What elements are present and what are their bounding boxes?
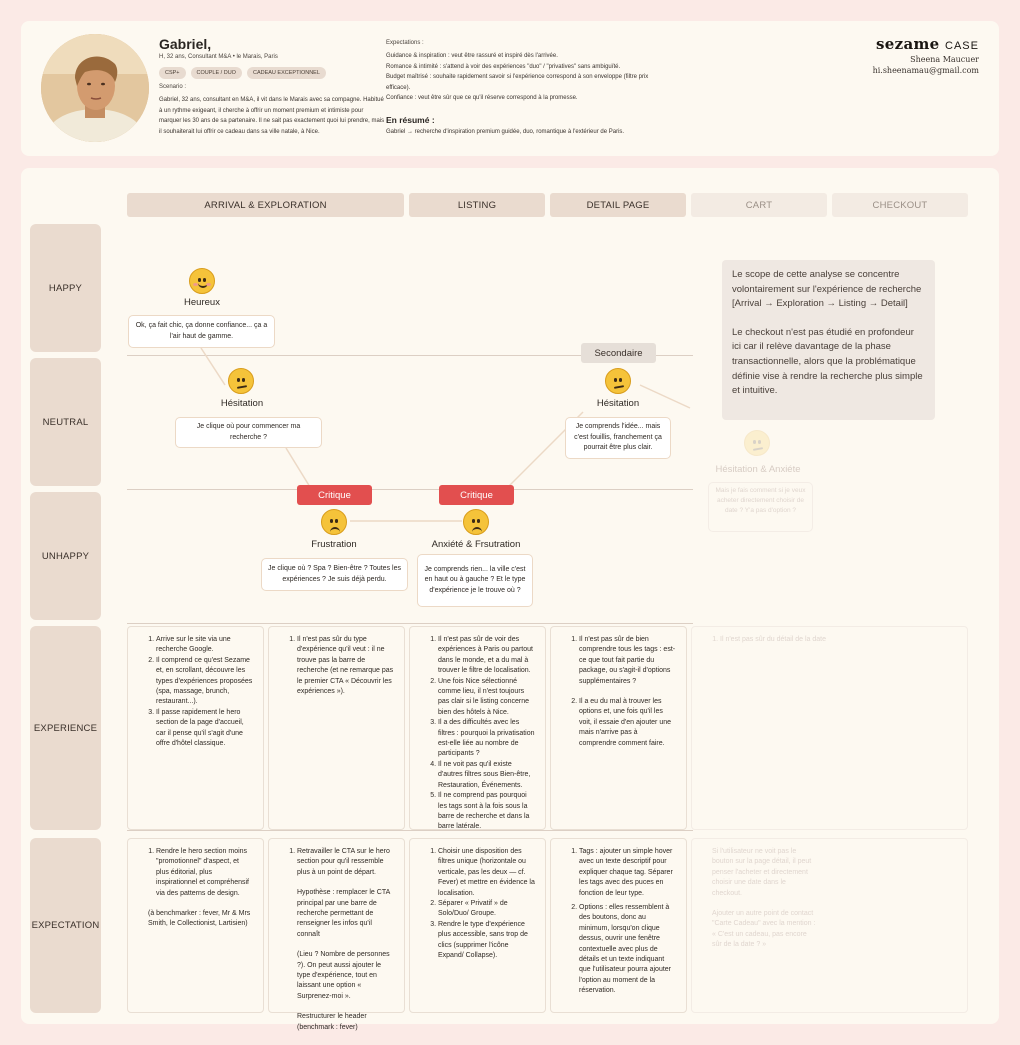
hypothesis-detail: (Lieu ? Nombre de personnes ?). On peut aussi ajouter le type d'expérience, tout en laissant une option « Surprenez-moi ». bbox=[297, 951, 390, 1000]
expectation-arrival bbox=[127, 838, 264, 1013]
scope-note-p2: Le checkout n'est pas étudié en profondeur ici car il relève davantage de la phase transactionnelle, alors que la problématique définie vise à rendre la recherche plus simple et intuitive. bbox=[732, 326, 923, 397]
summary-label: En résumé : bbox=[386, 115, 435, 125]
experience-cart bbox=[550, 626, 687, 830]
row-happy: HAPPY bbox=[30, 224, 101, 352]
quote-hesitation: Je clique où pour commencer ma recherche ? bbox=[175, 417, 322, 448]
list-item: 1. Il n'est pas sûr de voir des expériences à Paris ou partout dans le monde, et a du mal à trouver le filtre de localisation. bbox=[438, 635, 535, 677]
experience-arrival bbox=[127, 626, 264, 830]
expectation-detail bbox=[409, 838, 546, 1013]
stage-detail: DETAIL PAGE bbox=[550, 193, 686, 217]
list-item: 3. Il a des difficultés avec les filtres : pourquoi la privatisation est-elle liée au nombre de participants ? bbox=[438, 718, 535, 760]
expectations-label: Expectations : bbox=[386, 40, 424, 46]
list-item: 1. Arrive sur le site via une recherche Google. bbox=[156, 635, 253, 656]
neutral-face-icon bbox=[228, 368, 254, 394]
list-item: 2. Une fois Nice sélectionné comme lieu, il n'est toujours pas clair si le listing concerne bien des hôtels à Nice. bbox=[438, 677, 535, 719]
emotion-label-frustration: Frustration bbox=[311, 539, 357, 550]
expectation-item: Budget maîtrisé : souhaite rapidement savoir si l'expérience correspond à son enveloppe (filtre prix efficace). bbox=[386, 74, 649, 91]
row-unhappy: UNHAPPY bbox=[30, 492, 101, 620]
list-item: 4. Il ne voit pas qu'il existe d'autres filtres sous Bien-être, Restauration, Événements. bbox=[438, 760, 535, 791]
quote-anxiete: Je comprends rien... la ville c'est en haut ou à gauche ? Et le type d'expérience je le trouve où ? bbox=[417, 554, 533, 607]
neutral-face-icon bbox=[744, 430, 770, 456]
quote-hesitation-detail: Je comprends l'idée... mais c'est fouillis, franchement ça pourrait être plus clair. bbox=[565, 417, 671, 459]
scope-note-p1: Le scope de cette analyse se concentre volontairement sur l'expérience de recherche [Arrival → Exploration → Listing → Detail] bbox=[732, 269, 922, 310]
expectation-listing bbox=[268, 838, 405, 1031]
badge-critique: Critique bbox=[297, 485, 372, 505]
experience-checkout bbox=[691, 626, 968, 830]
expectation-checkout bbox=[691, 838, 968, 1013]
list-item: 1. Il n'est pas sûr de bien comprendre tous les tags : est-ce que tout fait partie du package, ou s'agit-il d'options supplémentaires ? bbox=[579, 635, 676, 687]
list-item: 1. Retravailler le CTA sur le hero section pour qu'il ressemble plus à un point de départ. bbox=[297, 847, 394, 878]
brand-email[interactable]: hi.sheenamau@gmail.com bbox=[872, 66, 979, 75]
benchmark-note: (à benchmarker : fever, Mr & Mrs Smith, le Collectionist, Lartisien) bbox=[148, 910, 251, 928]
list-item: 1. Il n'est pas sûr du type d'expérience qu'il veut : il ne trouve pas la barre de recherche (et ne remarque pas le premier CTA « Découvrir les expériences »). bbox=[297, 635, 394, 697]
persona-name: Gabriel, bbox=[159, 36, 212, 52]
emotion-label-hesitation: Hésitation bbox=[596, 398, 640, 409]
list-item: 3. Il passe rapidement le hero section de la page d'accueil, car il pense qu'il s'agit d'une offre d'hôtel classique. bbox=[156, 708, 253, 750]
quote-ghost: Mais je fais comment si je veux acheter directement choisir de date ? Y'a pas d'option ? bbox=[708, 482, 813, 532]
emotion-label-heureux: Heureux bbox=[184, 297, 220, 308]
quote-frustration: Je clique où ? Spa ? Bien-être ? Toutes les expériences ? Je suis déjà perdu. bbox=[261, 558, 408, 591]
brand-suffix: CASE bbox=[945, 40, 979, 52]
stage-cart: CART bbox=[691, 193, 827, 217]
header-note: Restructurer le header (benchmark : fever) bbox=[297, 1013, 367, 1031]
row-neutral: NEUTRAL bbox=[30, 358, 101, 486]
expectation-item: Guidance & inspiration : veut être rassuré et inspiré dès l'arrivée. bbox=[386, 53, 558, 59]
list-item: 1. Choisir une disposition des filtres unique (horizontale ou verticale, pas les deux — cf. Fever) et mettre en évidence la localisation. bbox=[438, 847, 535, 899]
tag-cadeau: CADEAU EXCEPTIONNEL bbox=[247, 67, 326, 79]
experience-detail bbox=[409, 626, 546, 830]
scenario-text: Gabriel, 32 ans, consultant en M&A, il vit dans le Marais avec sa compagne. Habitué à un rythme exigeant, il cherche à offrir un moment premium et intimiste pour marquer les 30 ans de sa partenaire. Il ne sait pas exactement quoi lui prendre, mais il souhaiterait lui offrir ce cadeau dans sa ville natale, à Nice. bbox=[159, 97, 385, 135]
tag-csp: CSP+ bbox=[159, 67, 186, 79]
summary-text: Gabriel → recherche d'inspiration premium guidée, duo, romantique à l'extérieur de Paris. bbox=[386, 129, 625, 135]
ghost-text: Si l'utilisateur ne voit pas le bouton sur la page détail, il peut penser l'acheter et directement choisir une date dans le checkout. bbox=[712, 848, 812, 897]
stage-arrival: ARRIVAL & EXPLORATION bbox=[127, 193, 404, 217]
hypothesis-text: Hypothèse : remplacer le CTA principal par une barre de recherche permettant de renseigner les infos qu'il connaît bbox=[297, 889, 390, 938]
tag-couple: COUPLE / DUO bbox=[191, 67, 242, 79]
list-item: 1. Tags : ajouter un simple hover avec un texte descriptif pour expliquer chaque tag. Séparer les tags avec des puces en fonction de leur type. bbox=[579, 847, 676, 899]
list-item: 1. Il n'est pas sûr du détail de la date bbox=[720, 635, 957, 645]
smiling-face-icon bbox=[189, 268, 215, 294]
list-item: 2. Il comprend ce qu'est Sezame et, en scrollant, découvre les types d'expériences proposées (spa, massage, brunch, restaurant...). bbox=[156, 656, 253, 708]
brand-name: sezame bbox=[876, 35, 940, 53]
row-expectation: EXPECTATION bbox=[30, 838, 101, 1013]
badge-secondaire: Secondaire bbox=[581, 343, 656, 363]
neutral-face-icon bbox=[605, 368, 631, 394]
ghost-text: Ajouter un autre point de contact "Carte Cadeau" avec la mention : « C'est un cadeau, pas encore sûr de la date ? » bbox=[712, 910, 816, 949]
list-item: 2. Il a eu du mal à trouver les options et, une fois qu'il les voit, il essaie d'en ajouter une mais n'arrive pas à comprendre comment faire. bbox=[579, 697, 676, 749]
badge-critique: Critique bbox=[439, 485, 514, 505]
persona-subtitle: H, 32 ans, Consultant M&A • le Marais, Paris bbox=[159, 54, 278, 60]
expectation-item: Confiance : veut être sûr que ce qu'il réserve correspond à la promesse. bbox=[386, 95, 578, 102]
expectation-cart bbox=[550, 838, 687, 1013]
list-item: 2. Options : elles ressemblent à des boutons, donc au minimum, lorsqu'on clique dessus, ouvrir une fenêtre contextuelle avec plus de détails et un texte indiquant que l'utilisateur pourra ajouter l'option au moment de la réservation. bbox=[579, 903, 676, 997]
frowning-face-icon bbox=[463, 509, 489, 535]
row-experience: EXPERIENCE bbox=[30, 626, 101, 830]
scenario-label: Scenario : bbox=[159, 84, 187, 90]
expectation-item: Romance & intimité : s'attend à voir des expériences "duo" / "privatives" sans ambiguïté. bbox=[386, 63, 621, 70]
emotion-label-hesitation: Hésitation bbox=[220, 398, 264, 409]
brand-author: Sheena Maucuer bbox=[910, 55, 979, 64]
list-item: 2. Séparer « Privatif » de Solo/Duo/ Groupe. bbox=[438, 899, 535, 920]
emotion-label-ghost: Hésitation & Anxiéte bbox=[715, 464, 801, 475]
frowning-face-icon bbox=[321, 509, 347, 535]
experience-listing bbox=[268, 626, 405, 830]
stage-listing: LISTING bbox=[409, 193, 545, 217]
list-item: 1. Rendre le hero section moins "promotionnel" d'aspect, et plus éditorial, plus inspirationnel et compréhensif via des patterns de design. bbox=[156, 847, 253, 899]
emotion-label-anxiete: Anxiété & Frsutration bbox=[431, 539, 521, 550]
list-item: 5. Il ne comprend pas pourquoi les tags sont à la fois sous la barre de recherche et dans la barre latérale. bbox=[438, 791, 535, 833]
stage-checkout: CHECKOUT bbox=[832, 193, 968, 217]
scope-note bbox=[722, 260, 935, 420]
list-item: 3. Rendre le type d'expérience plus accessible, sans trop de clics (supprimer l'icône Expand/ Collapse). bbox=[438, 920, 535, 962]
quote-heureux: Ok, ça fait chic, ça donne confiance... ça a l'air haut de gamme. bbox=[128, 315, 275, 348]
